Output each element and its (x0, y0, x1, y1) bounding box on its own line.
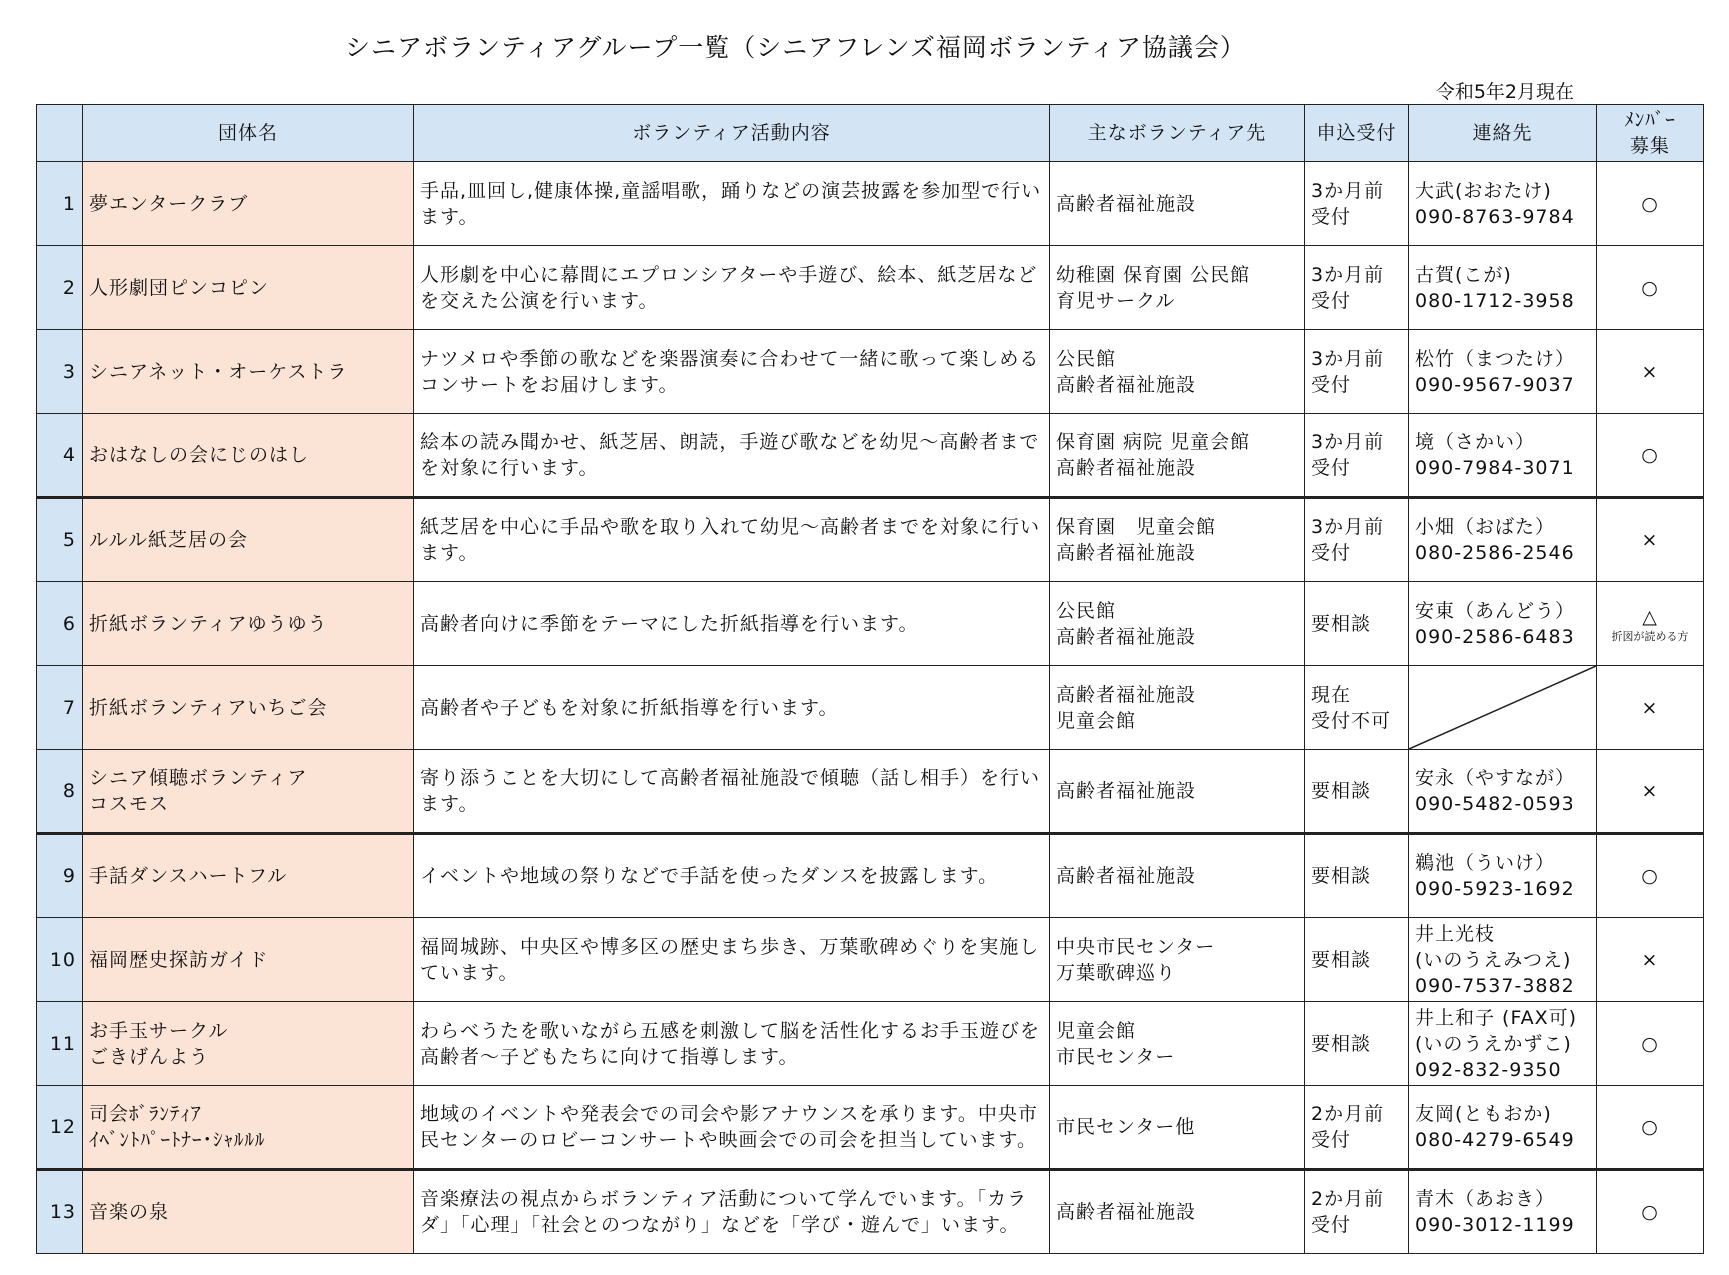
destination-line1: 高齢者福祉施設 (1056, 865, 1197, 887)
group-name-line2: ｲﾍﾞﾝﾄﾊﾟｰﾄﾅｰ･ｼｬﾙﾙﾙ (89, 1129, 266, 1151)
group-name-line1: 夢エンタークラブ (89, 192, 249, 215)
header-application: 申込受付 (1305, 105, 1409, 162)
group-name-cell (83, 750, 414, 834)
member-recruit-mark: △ (1642, 605, 1658, 628)
application-line1: 要相談 (1311, 1032, 1372, 1055)
table-row (37, 918, 1704, 1002)
contact-line1: 安永（やすなが） (1415, 767, 1576, 789)
header-member-line2: 募集 (1629, 135, 1670, 157)
application-line1: 2か月前 (1311, 1103, 1385, 1125)
group-name-cell (83, 666, 414, 750)
contact-line3: 092-832-9350 (1415, 1058, 1562, 1081)
application-cell (1305, 918, 1409, 1002)
activity-cell: 音楽療法の視点からボランティア活動について学んでいます。「カラダ」「心理」「社会とのつながり」などを「学び・遊んで」います。 (414, 1170, 1050, 1254)
application-line1: 3か月前 (1311, 431, 1385, 453)
group-name-line1: 折紙ボランティアゆうゆう (89, 612, 328, 635)
activity-cell: 紙芝居を中心に手品や歌を取り入れて幼児～高齢者までを対象に行います。 (414, 498, 1050, 582)
contact-line1: 小畑（おばた） (1415, 516, 1556, 538)
contact-line2: 090-8763-9784 (1415, 205, 1575, 228)
destination-cell (1050, 1086, 1305, 1170)
header-no (37, 105, 83, 162)
destination-line1: 児童会館 (1056, 1019, 1137, 1042)
contact-line2: 090-3012-1199 (1415, 1214, 1575, 1236)
contact-cell (1409, 414, 1597, 498)
date-label: 令和5年2月現在 (1435, 81, 1574, 103)
group-name-line1: 福岡歴史探訪ガイド (89, 948, 269, 971)
contact-line1: 境（さかい） (1415, 431, 1536, 453)
application-line1: 3か月前 (1311, 516, 1385, 538)
application-line2: 受付 (1311, 373, 1352, 396)
contact-line2: 090-9567-9037 (1415, 373, 1575, 396)
contact-line2: (いのうえみつえ) (1415, 948, 1572, 971)
group-name-line1: 司会ﾎﾞﾗﾝﾃｨｱ (89, 1103, 202, 1125)
activity-cell: 絵本の読み聞かせ、紙芝居、朗読，手遊び歌などを幼児～高齢者までを対象に行います。 (414, 414, 1050, 498)
row-number: 11 (37, 1002, 83, 1086)
group-name-line1: シニアネット・オーケストラ (89, 360, 348, 383)
contact-cell (1409, 162, 1597, 246)
destination-cell (1050, 162, 1305, 246)
application-line2: 受付 (1311, 1214, 1352, 1236)
destination-line1: 公民館 (1056, 599, 1117, 622)
table-row (37, 1002, 1704, 1086)
activity-cell: イベントや地域の祭りなどで手話を使ったダンスを披露します。 (414, 834, 1050, 918)
contact-cell (1409, 918, 1597, 1002)
table-row (37, 498, 1704, 582)
destination-line2: 高齢者福祉施設 (1056, 625, 1197, 648)
group-name-line1: ルルル紙芝居の会 (89, 529, 249, 551)
contact-cell (1409, 834, 1597, 918)
application-cell (1305, 834, 1409, 918)
contact-line2: 080-4279-6549 (1415, 1129, 1575, 1151)
application-cell (1305, 582, 1409, 666)
member-recruit-cell (1597, 582, 1704, 666)
destination-cell (1050, 498, 1305, 582)
destination-line1: 幼稚園 保育園 公民館 (1056, 263, 1251, 286)
application-cell (1305, 750, 1409, 834)
destination-line1: 高齢者福祉施設 (1056, 683, 1197, 706)
member-recruit-mark: ○ (1641, 444, 1659, 466)
destination-line1: 高齢者福祉施設 (1056, 1201, 1197, 1223)
member-recruit-cell (1597, 666, 1704, 750)
contact-line1: 松竹（まつたけ） (1415, 347, 1576, 370)
row-number: 10 (37, 918, 83, 1002)
member-recruit-mark: ○ (1641, 276, 1659, 299)
table-row (37, 246, 1704, 330)
member-recruit-mark: ○ (1641, 1032, 1659, 1055)
page-title: シニアボランティアグループ一覧（シニアフレンズ福岡ボランティア協議会） (345, 33, 1246, 62)
application-line2: 受付 (1311, 205, 1352, 228)
destination-line2: 市民センター (1056, 1045, 1176, 1068)
application-line2: 受付 (1311, 1129, 1352, 1151)
application-line1: 3か月前 (1311, 179, 1385, 202)
contact-line2: 080-1712-3958 (1415, 289, 1575, 312)
contact-cell (1409, 498, 1597, 582)
activity-cell: 福岡城跡、中央区や博多区の歴史まち歩き、万葉歌碑めぐりを実施しています。 (414, 918, 1050, 1002)
member-recruit-cell (1597, 1002, 1704, 1086)
contact-line2: 090-7984-3071 (1415, 457, 1575, 479)
group-name-line1: 手話ダンスハートフル (89, 865, 288, 887)
application-line1: 2か月前 (1311, 1188, 1385, 1210)
application-line1: 要相談 (1311, 948, 1372, 971)
destination-line1: 高齢者福祉施設 (1056, 780, 1197, 802)
application-line1: 3か月前 (1311, 263, 1385, 286)
destination-line2: 万葉歌碑巡り (1056, 961, 1177, 984)
group-name-line1: おはなしの会にじのはし (89, 444, 310, 466)
group-name-cell (83, 1002, 414, 1086)
destination-line2: 高齢者福祉施設 (1056, 373, 1197, 396)
contact-line2: 080-2586-2546 (1415, 542, 1575, 564)
member-recruit-cell (1597, 162, 1704, 246)
destination-cell (1050, 246, 1305, 330)
member-recruit-mark: × (1641, 948, 1659, 971)
row-number: 5 (37, 498, 83, 582)
contact-line1: 井上光枝 (1415, 922, 1496, 945)
application-cell (1305, 1002, 1409, 1086)
table-row (37, 162, 1704, 246)
member-recruit-cell (1597, 414, 1704, 498)
contact-line1: 古賀(こが) (1415, 263, 1512, 286)
destination-cell (1050, 834, 1305, 918)
group-name-cell (83, 1086, 414, 1170)
header-destination: 主なボランティア先 (1050, 105, 1305, 162)
application-cell (1305, 330, 1409, 414)
destination-line1: 公民館 (1056, 347, 1117, 370)
destination-line2: 高齢者福祉施設 (1056, 457, 1197, 479)
application-line1: 要相談 (1311, 612, 1372, 635)
header-member-line1: ﾒﾝﾊﾞｰ (1624, 109, 1676, 131)
header-activity: ボランティア活動内容 (414, 105, 1050, 162)
header-contact: 連絡先 (1409, 105, 1597, 162)
group-name-line2: コスモス (89, 793, 170, 815)
member-recruit-cell (1597, 834, 1704, 918)
application-cell (1305, 162, 1409, 246)
destination-line1: 保育園 児童会館 (1056, 516, 1217, 538)
header-member (1597, 105, 1704, 162)
member-recruit-cell (1597, 498, 1704, 582)
table-row (37, 330, 1704, 414)
application-line1: 現在 (1311, 683, 1352, 706)
activity-cell: 手品,皿回し,健康体操,童謡唱歌，踊りなどの演芸披露を参加型で行います。 (414, 162, 1050, 246)
member-recruit-cell (1597, 330, 1704, 414)
activity-cell: 高齢者や子どもを対象に折紙指導を行います。 (414, 666, 1050, 750)
activity-cell: 人形劇を中心に幕間にエプロンシアターや手遊び、絵本、紙芝居などを交えた公演を行います。 (414, 246, 1050, 330)
group-name-cell (83, 498, 414, 582)
table-row (37, 414, 1704, 498)
group-name-line1: 人形劇団ピンコピン (89, 276, 270, 299)
contact-line3: 090-7537-3882 (1415, 974, 1575, 997)
activity-cell: 高齢者向けに季節をテーマにした折紙指導を行います。 (414, 582, 1050, 666)
destination-line2: 高齢者福祉施設 (1056, 542, 1197, 564)
activity-cell: 寄り添うことを大切にして高齢者福祉施設で傾聴（話し相手）を行います。 (414, 750, 1050, 834)
application-cell (1305, 246, 1409, 330)
member-recruit-mark: ○ (1641, 192, 1659, 215)
application-line1: 要相談 (1311, 780, 1372, 802)
header-group-name: 団体名 (83, 105, 414, 162)
destination-cell (1050, 414, 1305, 498)
activity-cell: わらべうたを歌いながら五感を刺激して脳を活性化するお手玉遊びを高齢者～子どもたちに向けて指導します。 (414, 1002, 1050, 1086)
header-row (37, 105, 1704, 162)
diagonal-slash (1409, 666, 1596, 749)
table-row (37, 1170, 1704, 1254)
contact-cell-empty (1409, 666, 1597, 750)
group-name-cell (83, 1170, 414, 1254)
application-line2: 受付 (1311, 542, 1352, 564)
member-recruit-mark: × (1641, 529, 1659, 551)
member-recruit-cell (1597, 1086, 1704, 1170)
group-name-line1: 折紙ボランティアいちご会 (89, 696, 328, 719)
destination-cell (1050, 666, 1305, 750)
application-cell (1305, 1086, 1409, 1170)
member-recruit-cell (1597, 918, 1704, 1002)
table-row (37, 582, 1704, 666)
member-recruit-mark: ○ (1641, 1116, 1659, 1138)
application-cell (1305, 498, 1409, 582)
application-line1: 要相談 (1311, 865, 1372, 887)
row-number: 8 (37, 750, 83, 834)
application-line2: 受付 (1311, 457, 1352, 479)
member-recruit-cell (1597, 246, 1704, 330)
member-recruit-cell (1597, 1170, 1704, 1254)
destination-line1: 市民センター他 (1056, 1116, 1196, 1138)
application-line1: 3か月前 (1311, 347, 1385, 370)
destination-line1: 保育園 病院 児童会館 (1056, 431, 1251, 453)
group-name-line1: 音楽の泉 (89, 1201, 170, 1223)
contact-cell (1409, 1170, 1597, 1254)
destination-cell (1050, 1170, 1305, 1254)
contact-line1: 井上和子 (FAX可) (1415, 1006, 1578, 1029)
contact-line1: 鵜池（ういけ） (1415, 852, 1556, 874)
member-recruit-mark: ○ (1641, 1201, 1659, 1223)
application-cell (1305, 414, 1409, 498)
row-number: 3 (37, 330, 83, 414)
member-recruit-mark: ○ (1641, 865, 1659, 887)
destination-line1: 中央市民センター (1056, 935, 1216, 958)
destination-cell (1050, 750, 1305, 834)
destination-line2: 児童会館 (1056, 709, 1137, 732)
group-name-cell (83, 834, 414, 918)
destination-line2: 育児サークル (1056, 289, 1176, 312)
activity-cell: 地域のイベントや発表会での司会や影アナウンスを承ります。中央市民センターのロビーコンサートや映画会での司会を担当しています。 (414, 1086, 1050, 1170)
group-name-cell (83, 330, 414, 414)
contact-line2: 090-2586-6483 (1415, 625, 1575, 648)
row-number: 4 (37, 414, 83, 498)
application-cell (1305, 666, 1409, 750)
destination-cell (1050, 918, 1305, 1002)
contact-cell (1409, 1002, 1597, 1086)
contact-line1: 大武(おおたけ) (1415, 179, 1552, 202)
contact-cell (1409, 1086, 1597, 1170)
row-number: 6 (37, 582, 83, 666)
destination-line1: 高齢者福祉施設 (1056, 192, 1197, 215)
table-row (37, 666, 1704, 750)
destination-cell (1050, 330, 1305, 414)
group-name-cell (83, 918, 414, 1002)
application-line2: 受付 (1311, 289, 1352, 312)
contact-line1: 青木（あおき） (1415, 1188, 1556, 1210)
member-recruit-mark: × (1641, 360, 1659, 383)
contact-line1: 安東（あんどう） (1415, 599, 1576, 622)
member-recruit-note: 折図が読める方 (1611, 629, 1689, 643)
row-number: 13 (37, 1170, 83, 1254)
contact-cell (1409, 750, 1597, 834)
volunteer-group-table (36, 104, 1704, 1254)
contact-line2: 090-5923-1692 (1415, 878, 1575, 900)
group-name-cell (83, 414, 414, 498)
application-line2: 受付不可 (1311, 709, 1392, 732)
contact-line1: 友岡(ともおか) (1415, 1103, 1552, 1125)
member-recruit-mark: × (1641, 780, 1659, 802)
member-recruit-cell (1597, 750, 1704, 834)
table-body (37, 162, 1704, 1254)
contact-line2: 090-5482-0593 (1415, 793, 1575, 815)
contact-line2: (いのうえかずこ) (1415, 1032, 1572, 1055)
row-number: 9 (37, 834, 83, 918)
group-name-cell (83, 582, 414, 666)
group-name-line1: シニア傾聴ボランティア (89, 767, 308, 789)
destination-cell (1050, 582, 1305, 666)
row-number: 1 (37, 162, 83, 246)
group-name-line2: ごきげんよう (89, 1045, 210, 1068)
group-name-cell (83, 162, 414, 246)
table-row (37, 1086, 1704, 1170)
group-name-cell (83, 246, 414, 330)
contact-cell (1409, 330, 1597, 414)
member-recruit-mark: × (1641, 696, 1659, 719)
group-name-line1: お手玉サークル (89, 1019, 229, 1042)
contact-cell (1409, 246, 1597, 330)
table-row (37, 750, 1704, 834)
activity-cell: ナツメロや季節の歌などを楽器演奏に合わせて一緒に歌って楽しめるコンサートをお届けします。 (414, 330, 1050, 414)
row-number: 12 (37, 1086, 83, 1170)
row-number: 2 (37, 246, 83, 330)
contact-cell (1409, 582, 1597, 666)
table-row (37, 834, 1704, 918)
application-cell (1305, 1170, 1409, 1254)
destination-cell (1050, 1002, 1305, 1086)
row-number: 7 (37, 666, 83, 750)
